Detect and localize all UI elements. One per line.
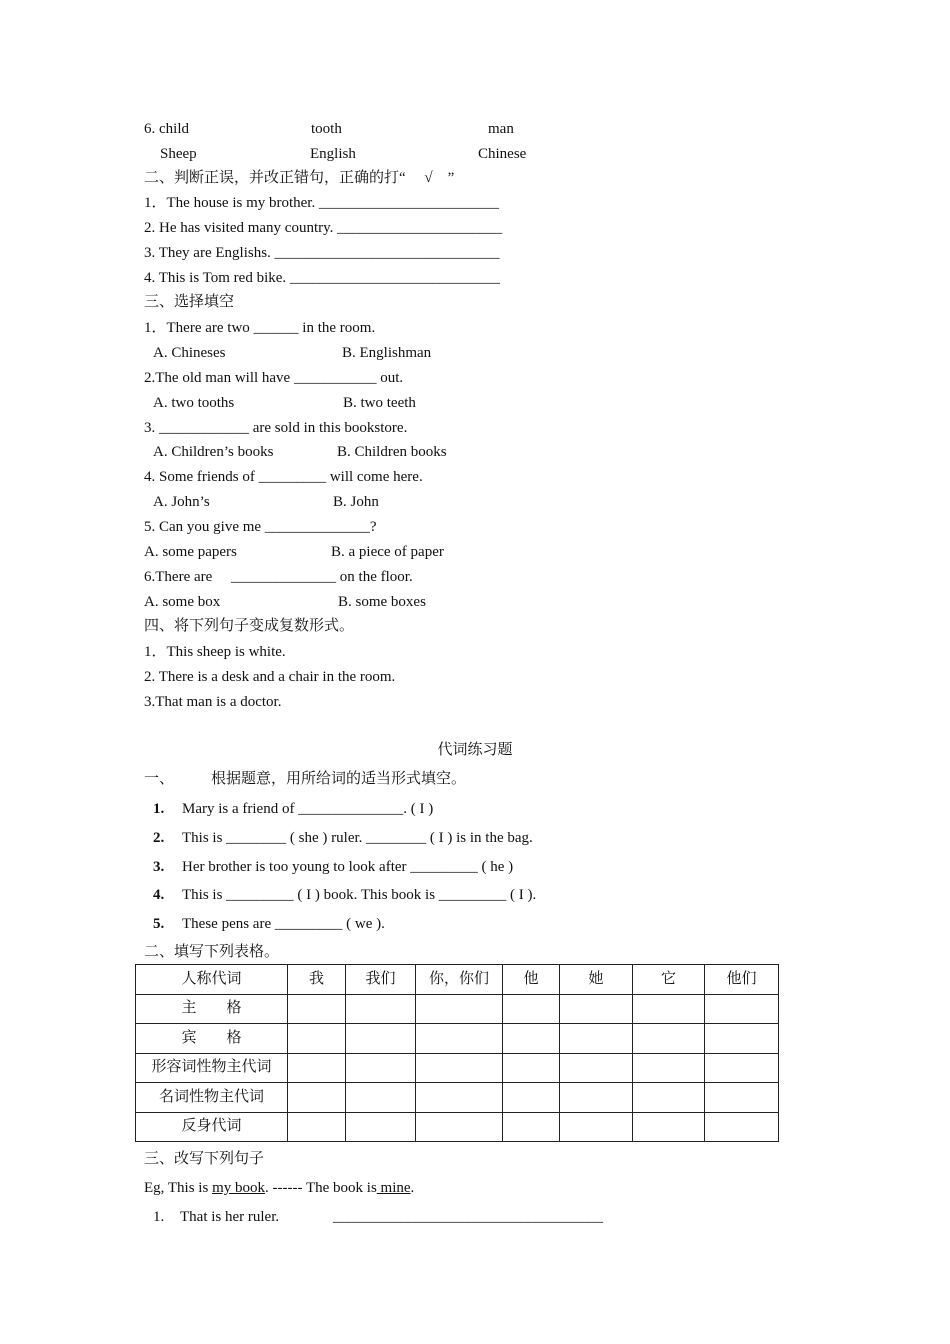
row-label: 主 格	[136, 994, 288, 1024]
table-row	[136, 994, 779, 1024]
mc-question: 4. Some friends of _________ will come here.	[144, 469, 423, 485]
answer-cell[interactable]	[288, 1112, 346, 1142]
answer-cell[interactable]	[288, 1053, 346, 1083]
section4-item: 3.That man is a doctor.	[144, 694, 282, 710]
item-number: 3.	[153, 859, 165, 875]
answer-cell[interactable]	[416, 1053, 503, 1083]
section4-heading: 四、将下列句子变成复数形式。	[144, 618, 355, 634]
rewrite-answer-blank[interactable]: ____________________________________	[333, 1209, 603, 1225]
answer-cell[interactable]	[633, 1112, 705, 1142]
mc-option-b: B. two teeth	[343, 395, 416, 411]
header-cell: 我们	[346, 965, 416, 995]
section4-item: 1．This sheep is white.	[144, 644, 286, 660]
header-cell: 他们	[705, 965, 779, 995]
answer-cell[interactable]	[560, 1112, 633, 1142]
answer-cell[interactable]	[633, 1024, 705, 1054]
answer-cell[interactable]	[560, 1083, 633, 1113]
answer-cell[interactable]	[346, 1083, 416, 1113]
mc-question: 1．There are two ______ in the room.	[144, 320, 376, 336]
example-underlined-mine: mine	[376, 1180, 411, 1196]
answer-cell[interactable]	[503, 1024, 560, 1054]
row-label: 宾 格	[136, 1024, 288, 1054]
rewrite-number: 1.	[153, 1209, 165, 1225]
example-prefix: Eg, This is	[144, 1180, 213, 1196]
item-text: Mary is a friend of ______________. ( I )	[182, 801, 434, 817]
answer-cell[interactable]	[633, 1053, 705, 1083]
answer-cell[interactable]	[503, 1083, 560, 1113]
answer-cell[interactable]	[416, 1112, 503, 1142]
section4-item: 2. There is a desk and a chair in the room.	[144, 669, 396, 685]
answer-cell[interactable]	[560, 1024, 633, 1054]
answer-cell[interactable]	[346, 1112, 416, 1142]
row-label: 反身代词	[136, 1112, 288, 1142]
part3-heading: 三、改写下列句子	[144, 1151, 265, 1167]
answer-cell[interactable]	[416, 1083, 503, 1113]
header-cell: 它	[633, 965, 705, 995]
row-label: 形容词性物主代词	[136, 1053, 288, 1083]
answer-cell[interactable]	[288, 1083, 346, 1113]
mc-question: 5. Can you give me ______________?	[144, 519, 377, 535]
part2-heading: 二、填写下列表格。	[144, 944, 280, 960]
section2-item: 3. They are Englishs. ______________________________	[144, 245, 500, 261]
word-english: English	[310, 146, 356, 162]
word-sheep: Sheep	[160, 146, 197, 162]
answer-cell[interactable]	[705, 1053, 779, 1083]
mc-option-b: B. Englishman	[342, 345, 432, 361]
header-cell: 他	[503, 965, 560, 995]
mc-option-a: A. John’s	[153, 494, 210, 510]
pronoun-table	[135, 964, 779, 1142]
answer-cell[interactable]	[346, 1024, 416, 1054]
rewrite-text: That is her ruler.	[180, 1209, 280, 1225]
item-text: Her brother is too young to look after _________ ( he )	[182, 859, 514, 875]
answer-cell[interactable]	[705, 1112, 779, 1142]
answer-cell[interactable]	[560, 994, 633, 1024]
answer-cell[interactable]	[633, 1083, 705, 1113]
mc-option-a: A. some papers	[144, 544, 237, 560]
section2-item: 2. He has visited many country. ______________________	[144, 220, 503, 236]
mc-question: 2.The old man will have ___________ out.	[144, 370, 404, 386]
item-number: 1.	[153, 801, 165, 817]
header-cell: 我	[288, 965, 346, 995]
word-man: man	[488, 121, 514, 137]
item-text: These pens are _________ ( we ).	[182, 916, 385, 932]
answer-cell[interactable]	[288, 1024, 346, 1054]
mc-option-b: B. some boxes	[338, 594, 426, 610]
answer-cell[interactable]	[633, 994, 705, 1024]
example-suffix: .	[410, 1180, 415, 1196]
example-middle: . ------ The book is	[265, 1180, 377, 1196]
item-text: This is ________ ( she ) ruler. ________ ( I ) is in the bag.	[182, 830, 533, 846]
answer-cell[interactable]	[416, 994, 503, 1024]
answer-cell[interactable]	[503, 994, 560, 1024]
answer-cell[interactable]	[346, 994, 416, 1024]
item-text: This is _________ ( I ) book. This book is _________ ( I ).	[182, 887, 537, 903]
answer-cell[interactable]	[416, 1024, 503, 1054]
answer-cell[interactable]	[503, 1053, 560, 1083]
mc-option-a: A. two tooths	[153, 395, 235, 411]
section2-item: 1．The house is my brother. ________________________	[144, 195, 499, 211]
mc-option-a: A. Chineses	[153, 345, 226, 361]
item-number: 2.	[153, 830, 165, 846]
answer-cell[interactable]	[705, 994, 779, 1024]
answer-cell[interactable]	[288, 994, 346, 1024]
section3-heading: 三、选择填空	[144, 294, 235, 310]
example-underlined-my-book: my book	[212, 1180, 265, 1196]
mc-option-b: B. Children books	[337, 444, 447, 460]
mc-option-b: B. John	[333, 494, 379, 510]
answer-cell[interactable]	[705, 1083, 779, 1113]
section2-item: 4. This is Tom red bike. ____________________________	[144, 270, 500, 286]
table-row	[136, 1053, 779, 1083]
page-title: 代词练习题	[437, 742, 513, 758]
word-child: 6. child	[144, 121, 189, 137]
header-cell: 她	[560, 965, 633, 995]
answer-cell[interactable]	[705, 1024, 779, 1054]
example-sentence	[144, 1181, 414, 1196]
header-cell: 人称代词	[136, 965, 288, 995]
mc-question: 6.There are ______________ on the floor.	[144, 569, 413, 585]
part1-heading: 根据题意，用所给词的适当形式填空。	[211, 771, 467, 787]
table-header-row	[136, 965, 779, 995]
table-row	[136, 1112, 779, 1142]
answer-cell[interactable]	[346, 1053, 416, 1083]
section2-heading: 二、判断正误，并改正错句，正确的打“ √ ”	[144, 170, 455, 186]
item-number: 4.	[153, 887, 165, 903]
part1-number: 一、	[144, 771, 175, 787]
word-chinese: Chinese	[478, 146, 527, 162]
mc-option-a: A. Children’s books	[153, 444, 274, 460]
answer-cell[interactable]	[503, 1112, 560, 1142]
header-cell: 你，你们	[416, 965, 503, 995]
word-tooth: tooth	[311, 121, 342, 137]
mc-question: 3. ____________ are sold in this bookstore.	[144, 420, 408, 436]
table-row	[136, 1083, 779, 1113]
mc-option-b: B. a piece of paper	[331, 544, 444, 560]
mc-option-a: A. some box	[144, 594, 221, 610]
answer-cell[interactable]	[560, 1053, 633, 1083]
item-number: 5.	[153, 916, 165, 932]
table-row	[136, 1024, 779, 1054]
row-label: 名词性物主代词	[136, 1083, 288, 1113]
